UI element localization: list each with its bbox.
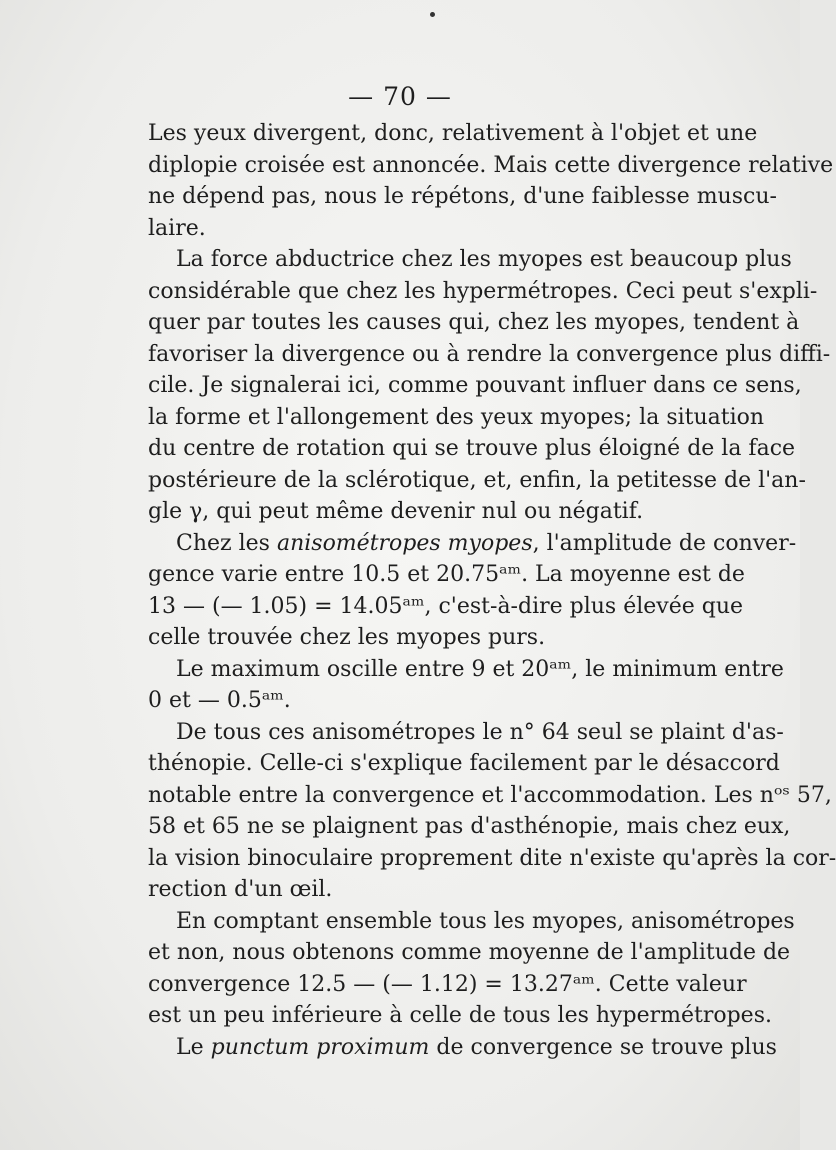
text-line: considérable que chez les hypermétropes. Ceci peut s'expli- bbox=[148, 278, 818, 304]
text-line: la forme et l'allongement des yeux myopes; la situation bbox=[148, 404, 765, 430]
ink-speck bbox=[430, 12, 435, 17]
body-text bbox=[148, 118, 836, 1063]
text-line: gence varie entre 10.5 et 20.75ᵃᵐ. La moyenne est de bbox=[148, 562, 745, 587]
text-line: postérieure de la sclérotique, et, enfin, la petitesse de l'an- bbox=[148, 467, 806, 493]
text-line bbox=[148, 528, 797, 560]
paragraph-3 bbox=[148, 528, 797, 654]
text-line: convergence 12.5 — (— 1.12) = 13.27ᵃᵐ. Cette valeur bbox=[148, 971, 747, 997]
text-line: 58 et 65 ne se plaignent pas d'asthénopie, mais chez eux, bbox=[148, 814, 791, 839]
text-line: La force abductrice chez les myopes est beaucoup plus bbox=[176, 247, 792, 272]
text-line: 0 et — 0.5ᵃᵐ. bbox=[148, 688, 291, 713]
text-run: , l'amplitude de conver- bbox=[532, 530, 797, 556]
paragraph-7 bbox=[148, 1032, 777, 1064]
italic-term: anisométropes myopes bbox=[276, 530, 533, 556]
text-run: Chez les bbox=[176, 530, 277, 556]
text-line: notable entre la convergence et l'accommodation. Les nᵒˢ 57, bbox=[148, 782, 832, 808]
paragraph-6 bbox=[148, 906, 795, 1032]
text-line: la vision binoculaire proprement dite n'existe qu'après la cor- bbox=[148, 845, 836, 871]
text-line: du centre de rotation qui se trouve plus éloigné de la face bbox=[148, 436, 796, 461]
text-line: favoriser la divergence ou à rendre la convergence plus diffi- bbox=[148, 341, 831, 367]
text-run: Le bbox=[176, 1034, 211, 1060]
paragraph-4 bbox=[148, 654, 784, 717]
text-line: celle trouvée chez les myopes purs. bbox=[148, 625, 546, 650]
text-line: Les yeux divergent, donc, relativement à l'objet et une bbox=[148, 121, 758, 146]
text-line: De tous ces anisométropes le n° 64 seul se plaint d'as- bbox=[176, 719, 784, 745]
italic-term: punctum proximum bbox=[210, 1034, 430, 1060]
text-line: thénopie. Celle-ci s'explique facilement par le désaccord bbox=[148, 751, 780, 776]
text-line: et non, nous obtenons comme moyenne de l'amplitude de bbox=[148, 940, 791, 965]
text-line: laire. bbox=[148, 215, 206, 241]
paragraph-5 bbox=[148, 717, 836, 906]
page-number: — 70 — bbox=[348, 82, 452, 111]
text-line: quer par toutes les causes qui, chez les myopes, tendent à bbox=[148, 310, 800, 335]
text-run: de convergence se trouve plus bbox=[429, 1034, 777, 1060]
text-line: ne dépend pas, nous le répétons, d'une faiblesse muscu- bbox=[148, 184, 777, 209]
text-line: diplopie croisée est annoncée. Mais cette divergence relative bbox=[148, 152, 834, 178]
text-line: cile. Je signalerai ici, comme pouvant influer dans ce sens, bbox=[148, 373, 802, 398]
text-line: 13 — (— 1.05) = 14.05ᵃᵐ, c'est-à-dire plus élevée que bbox=[148, 593, 744, 619]
paragraph-2 bbox=[148, 244, 831, 528]
text-line: gle γ, qui peut même devenir nul ou négatif. bbox=[148, 499, 644, 524]
text-line: est un peu inférieure à celle de tous les hypermétropes. bbox=[148, 1003, 772, 1028]
paragraph-1 bbox=[148, 118, 834, 244]
text-line: rection d'un œil. bbox=[148, 877, 333, 902]
text-line bbox=[148, 1032, 777, 1064]
text-line: Le maximum oscille entre 9 et 20ᵃᵐ, le minimum entre bbox=[176, 656, 784, 682]
text-line: En comptant ensemble tous les myopes, anisométropes bbox=[176, 908, 795, 934]
